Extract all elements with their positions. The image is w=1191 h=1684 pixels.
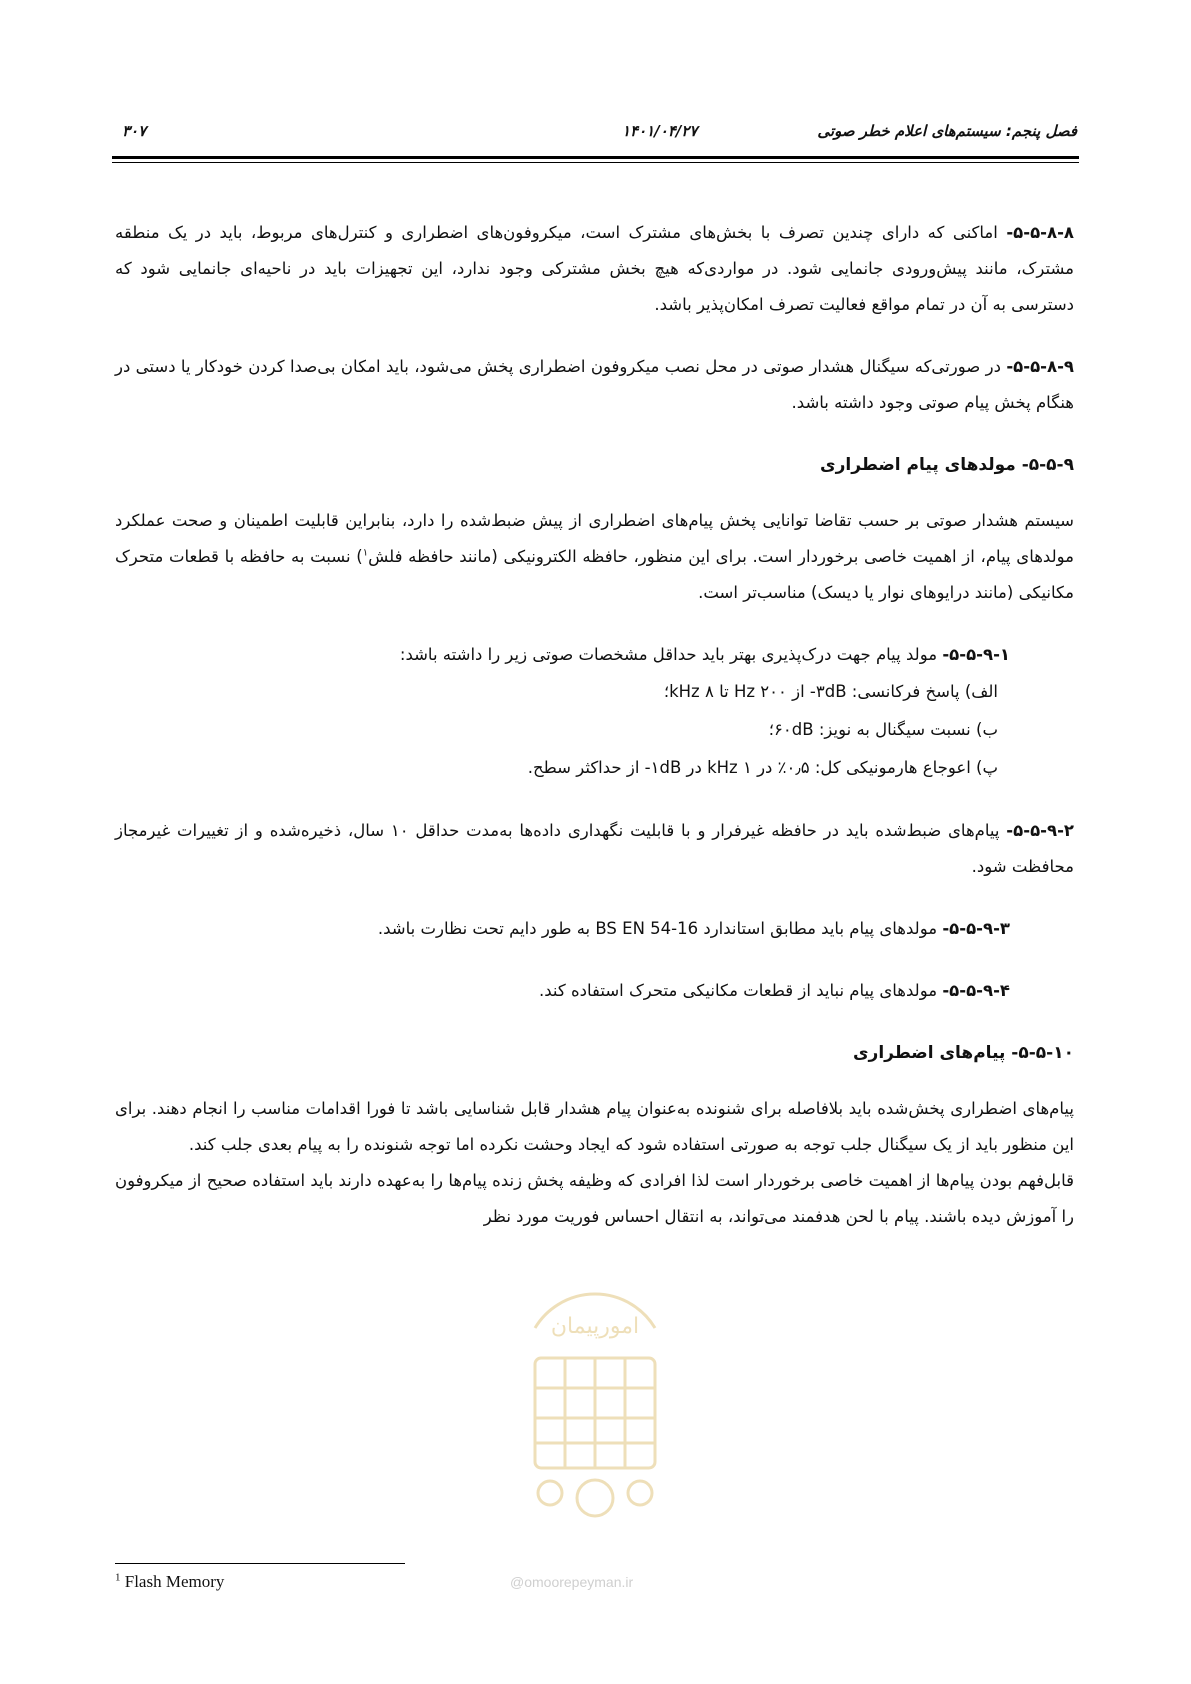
header-date: ۱۴۰۱/۰۴/۲۷ (622, 122, 698, 140)
list-item: پ) اعوجاع هارمونیکی کل: ۰٫۵٪ در ۱ kHz در ۱dB- از حداکثر سطح. (527, 758, 998, 777)
paragraph-5-5-9-4 (115, 973, 1074, 1009)
paragraph-5-5-10-b: قابل‌فهم بودن پیام‌ها از اهمیت خاصی برخوردار است لذا افرادی که وظیفه پخش زنده پیام‌ها را به‌عهده دارند باید استفاده صحیح از میکروفون را آموزش دیده باشند. پیام با لحن هدفمند می‌تواند، به انتقال احساس فوریت مورد نظر (115, 1171, 1074, 1226)
section-heading-5-5-10: ۵-۵-۱۰- پیام‌های اضطراری (852, 1043, 1074, 1063)
clause-text: در صورتی‌که سیگنال هشدار صوتی در محل نصب میکروفون اضطراری پخش می‌شود، باید امکان بی‌صدا کردن خودکار یا دستی در هنگام پخش پیام صوتی وجود داشته باشد. (115, 357, 1074, 412)
clause-text: مولد پیام جهت درک‌پذیری بهتر باید حداقل مشخصات صوتی زیر را داشته باشد: (399, 645, 938, 664)
paragraph-5-5-8-8 (115, 215, 1074, 323)
list-item: ب) نسبت سیگنال به نویز: ۶۰dB؛ (768, 720, 998, 739)
clause-text: پیام‌های ضبط‌شده باید در حافظه غیرفرار و با قابلیت نگهداری داده‌ها به‌مدت حداقل ۱۰ سال، ذخیره‌شده و از تغییرات غیرمجاز محافظت شود. (115, 821, 1074, 876)
footnote (115, 1572, 224, 1592)
paragraph-5-5-9-3 (115, 911, 1074, 947)
watermark-logo (495, 1288, 695, 1528)
footnote-rule (115, 1563, 405, 1564)
spec-list (115, 673, 1074, 787)
section-heading-5-5-9: ۵-۵-۹- مولدهای پیام اضطراری (820, 455, 1074, 475)
footnote-text: Flash Memory (124, 1572, 225, 1591)
paragraph-5-5-9-1 (115, 637, 1074, 673)
clause-number: ۵-۵-۸-۸- (1006, 223, 1074, 242)
clause-number: ۵-۵-۹-۳- (942, 919, 1010, 938)
header-rule-thin (112, 162, 1079, 163)
chapter-title: فصل پنجم: سیستم‌های اعلام خطر صوتی (817, 122, 1077, 140)
clause-text: مولدهای پیام نباید از قطعات مکانیکی متحرک استفاده کند. (539, 981, 938, 1000)
clause-number: ۵-۵-۹-۲- (1006, 821, 1074, 840)
paragraph-5-5-8-9 (115, 349, 1074, 421)
paragraph-5-5-10-a: پیام‌های اضطراری پخش‌شده باید بلافاصله برای شنونده به‌عنوان پیام هشدار قابل شناسایی باشد تا فورا اقدامات مناسب را انجام دهند. برای این منظور باید از یک سیگنال جلب توجه به صورتی استفاده شود که ایجاد وحشت نکرده اما توجه شنونده را به پیام بعدی جلب کند. (115, 1099, 1074, 1154)
footnote-marker: ۱ (362, 547, 369, 559)
header-rule-thick (112, 156, 1079, 159)
clause-text: مولدهای پیام باید مطابق استاندارد BS EN 54-16 به طور دایم تحت نظارت باشد. (377, 919, 938, 938)
clause-number: ۵-۵-۹-۴- (942, 981, 1010, 1000)
intro-text-part1: سیستم هشدار صوتی بر حسب تقاضا توانایی پخش پیام‌های اضطراری از پیش ضبط‌شده را دارد، بنابراین قابلیت اطمینان و صحت عملکرد مولدهای پیام، از اهمیت خاصی برخوردار است. برای این منظور، حافظه الکترونیکی (مانند حافظه فلش (115, 511, 1074, 566)
footnote-number: 1 (115, 1571, 121, 1584)
watermark-site: @omoorepeyman.ir (510, 1574, 634, 1590)
intro-text-part2: ) نسبت به حافظه با قطعات متحرک مکانیکی (مانند درایوهای نوار یا دیسک) مناسب‌تر است. (115, 547, 1074, 602)
clause-number: ۵-۵-۸-۹- (1006, 357, 1074, 376)
document-body (115, 215, 1074, 1235)
paragraph-5-5-9-intro (115, 503, 1074, 611)
watermark-logo-text: امورپیمان (550, 1314, 640, 1339)
page-header (112, 118, 1079, 148)
clause-number: ۵-۵-۹-۱- (942, 645, 1010, 664)
paragraph-5-5-9-2 (115, 813, 1074, 885)
list-item: الف) پاسخ فرکانسی: ۳dB- از ۲۰۰ Hz تا ۸ kHz؛ (663, 682, 998, 701)
page-number: ۳۰۷ (122, 122, 147, 140)
clause-text: اماکنی که دارای چندین تصرف با بخش‌های مشترک است، میکروفون‌های اضطراری و کنترل‌های مربوط، باید در یک منطقه مشترک، مانند پیش‌ورودی جانمایی شود. در مواردی‌که هیچ بخش مشترکی وجود ندارد، این تجهیزات باید در ناحیه‌ای جانمایی شود که دسترسی به آن در تمام مواقع فعالیت تصرف امکان‌پذیر باشد. (115, 223, 1074, 314)
